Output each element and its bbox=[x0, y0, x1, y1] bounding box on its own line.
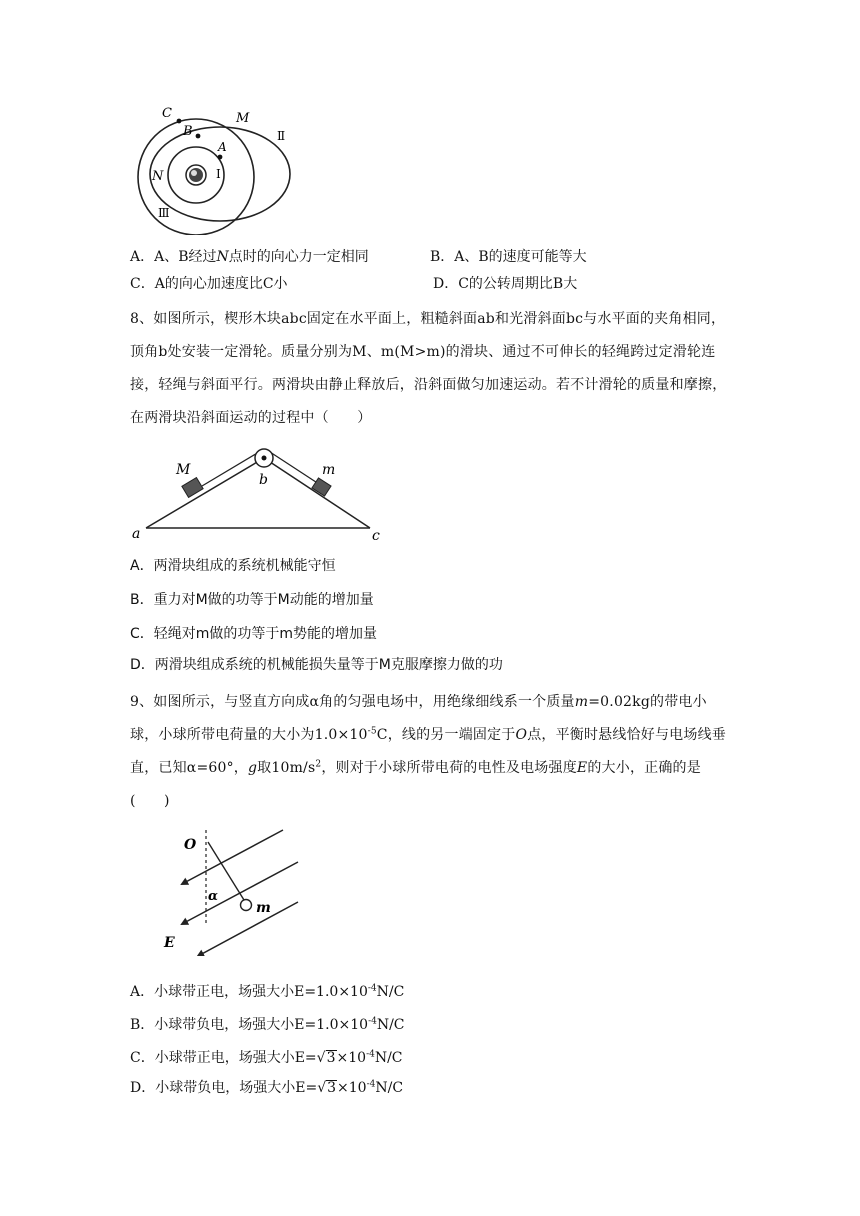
label-b: B bbox=[183, 124, 193, 139]
q7-option-a-n: N bbox=[216, 249, 229, 265]
q9-option-d-times: ×10 bbox=[337, 1080, 367, 1096]
q9-stem-exponent2: 2 bbox=[315, 759, 322, 770]
q9-stem-g-symbol: g bbox=[248, 760, 258, 776]
label-small-m: m bbox=[322, 462, 336, 478]
q9-option-c-exponent: -4 bbox=[366, 1049, 375, 1060]
q9-stem-part7: 的大小，正确的是( ) bbox=[130, 760, 701, 809]
q9-option-c-radicand: 3 bbox=[326, 1050, 336, 1066]
q8-option-b: B．重力对M做的功等于M动能的增加量 bbox=[130, 592, 374, 608]
q7-option-d: D．C的公转周期比B大 bbox=[433, 276, 578, 292]
label-e: E bbox=[164, 935, 175, 951]
q9-option-b-text: B．小球带负电，场强大小E=1.0×10 bbox=[130, 1017, 369, 1033]
label-alpha: α bbox=[208, 889, 219, 904]
q8-stem: 8、如图所示，楔形木块abc固定在水平面上，粗糙斜面ab和光滑斜面bc与水平面的夹角相同，顶角b处安装一定滑轮。质量分别为M、m(M>m)的滑块、通过不可伸长的轻绳跨过定滑轮连接，轻绳与斜面平行。两滑块由静止释放后，沿斜面做匀加速运动。若不计滑轮的质量和摩擦，在两滑块沿斜面运动的过程中（ ） bbox=[130, 311, 727, 426]
q9-option-d-text: D．小球带负电，场强大小E= bbox=[130, 1080, 318, 1096]
field-line-1 bbox=[182, 830, 283, 884]
q9-option-d bbox=[130, 1078, 403, 1098]
block-m-large bbox=[182, 478, 203, 498]
q7-option-a-rest: 点时的向心力一定相同 bbox=[228, 249, 369, 265]
q9-option-a-unit: N/C bbox=[376, 984, 405, 1000]
slope-bc bbox=[264, 458, 370, 528]
q9-stem-o-symbol: O bbox=[515, 727, 528, 743]
label-a: a bbox=[132, 526, 141, 542]
q9-option-c-unit: N/C bbox=[374, 1050, 403, 1066]
central-body-highlight bbox=[191, 170, 197, 176]
q8-option-a: A．两滑块组成的系统机械能守恒 bbox=[130, 558, 336, 574]
q9-stem-part6: ，则对于小球所带电荷的电性及电场强度 bbox=[321, 760, 577, 776]
q9-option-d-sqrt-sign: √ bbox=[317, 1080, 327, 1096]
q9-option-b-exponent: -4 bbox=[368, 1016, 377, 1027]
q7-option-b: B．A、B的速度可能等大 bbox=[430, 249, 587, 265]
q7-option-a bbox=[130, 247, 369, 267]
label-n: N bbox=[152, 169, 164, 184]
label-orbit-iii: Ⅲ bbox=[158, 206, 170, 220]
pulley-axle bbox=[262, 456, 267, 461]
label-c: C bbox=[162, 106, 172, 121]
q9-option-d-exponent: -4 bbox=[366, 1079, 376, 1090]
label-b: b bbox=[259, 472, 268, 488]
q9-option-a-text: A．小球带正电，场强大小E=1.0×10 bbox=[130, 984, 368, 1000]
point-c bbox=[177, 119, 182, 124]
q8-option-c: C．轻绳对m做的功等于m势能的增加量 bbox=[130, 626, 378, 642]
label-orbit-ii: Ⅱ bbox=[277, 129, 286, 143]
q9-stem-part2: =0.02kg的带电小球，小球所带电荷量的大小为1.0×10 bbox=[130, 694, 707, 743]
q9-stem-exponent1: -5 bbox=[367, 726, 377, 737]
label-m: M bbox=[236, 111, 250, 126]
q9-option-d-sqrt bbox=[317, 1078, 337, 1098]
label-orbit-i: Ⅰ bbox=[216, 167, 221, 181]
label-c: c bbox=[372, 528, 380, 544]
q9-option-a bbox=[130, 982, 404, 1002]
q9-option-a-exponent: -4 bbox=[367, 983, 377, 994]
q9-option-c-sqrt bbox=[317, 1048, 337, 1068]
q9-stem-part1: 9、如图所示，与竖直方向成α角的匀强电场中，用绝缘细线系一个质量 bbox=[130, 694, 575, 710]
q9-option-c bbox=[130, 1048, 403, 1068]
q7-option-a-text: A．A、B经过 bbox=[130, 249, 217, 265]
charged-ball bbox=[241, 900, 252, 911]
q9-option-c-times: ×10 bbox=[336, 1050, 367, 1066]
q7-option-c: C．A的向心加速度比C小 bbox=[130, 276, 288, 292]
q8-option-d: D．两滑块组成系统的机械能损失量等于M克服摩擦力做的功 bbox=[130, 657, 503, 673]
q9-option-c-sqrt-sign: √ bbox=[316, 1050, 326, 1066]
orbit-figure bbox=[128, 100, 303, 235]
rope-right bbox=[270, 452, 322, 486]
label-big-m: M bbox=[176, 462, 191, 478]
label-o: O bbox=[184, 837, 197, 853]
rope-left bbox=[202, 452, 259, 486]
q9-stem-part3: C，线的另一端固定于 bbox=[376, 727, 516, 743]
label-a: A bbox=[218, 140, 227, 154]
q9-stem-e-symbol: E bbox=[576, 760, 588, 776]
q9-stem-part4: 点，平衡时悬线恰好与电场线垂直，已知α=60°， bbox=[130, 727, 726, 776]
wedge-figure bbox=[128, 442, 388, 547]
point-a bbox=[218, 155, 223, 160]
point-b bbox=[196, 134, 201, 139]
q9-option-b-unit: N/C bbox=[376, 1017, 405, 1033]
q9-stem-part5: 取10m/s bbox=[257, 760, 316, 776]
q9-stem bbox=[130, 686, 730, 818]
q9-option-d-radicand: 3 bbox=[327, 1080, 337, 1096]
q9-stem-mass-symbol: m bbox=[574, 694, 589, 710]
q9-option-d-unit: N/C bbox=[375, 1080, 404, 1096]
q9-option-c-text: C．小球带正电，场强大小E= bbox=[130, 1050, 317, 1066]
slope-ab bbox=[146, 458, 264, 528]
electric-field-figure bbox=[158, 826, 308, 956]
label-m: m bbox=[256, 900, 271, 916]
q9-option-b bbox=[130, 1015, 405, 1035]
